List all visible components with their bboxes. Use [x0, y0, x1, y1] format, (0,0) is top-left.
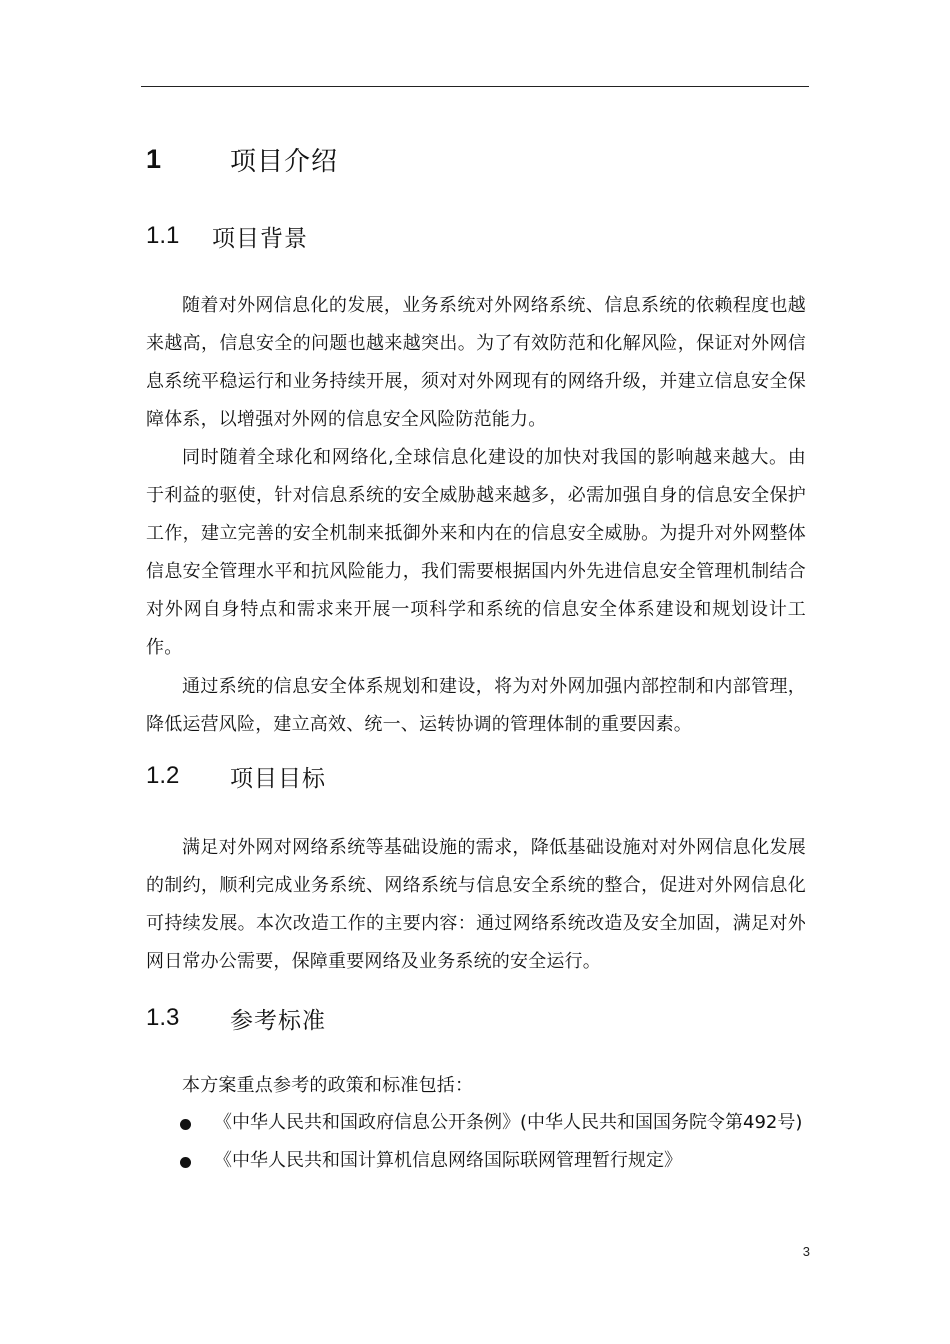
goals-paragraph: 满足对外网对网络系统等基础设施的需求，降低基础设施对对外网信息化发展的制约，顺利完成业务系统、网络系统与信息安全系统的整合，促进对外网信息化可持续发展。本次改造工作的主要内容：通过网络系统改造及安全加固，满足对外网日常办公需要，保障重要网络及业务系统的安全运行。 — [146, 837, 806, 972]
standards-item-text: 《中华人民共和国政府信息公开条例》(中华人民共和国国务院令第492号) — [214, 1112, 803, 1133]
bullet-icon — [180, 1157, 191, 1168]
section-1-2-title: 项目目标 — [230, 765, 326, 792]
section-1-2-heading — [146, 758, 326, 794]
section-1-3-heading — [146, 1000, 326, 1036]
background-paragraph-3: 通过系统的信息安全体系规划和建设，将为对外网加强内部控制和内部管理，降低运营风险，建立高效、统一、运转协调的管理体制的重要因素。 — [146, 676, 806, 735]
section-1-title: 项目介绍 — [230, 146, 339, 177]
background-paragraph-2: 同时随着全球化和网络化,全球信息化建设的加快对我国的影响越来越大。由于利益的驱使，针对信息系统的安全威胁越来越多，必需加强自身的信息安全保护工作，建立完善的安全机制来抵御外来和内在的信息安全威胁。为提升对外网整体信息安全管理水平和抗风险能力，我们需要根据国内外先进信息安全管理机制结合对外网自身特点和需求来开展一项科学和系统的信息安全体系建设和规划设计工作。 — [146, 447, 806, 658]
standards-item-text: 《中华人民共和国计算机信息网络国际联网管理暂行规定》 — [214, 1150, 682, 1171]
section-1-1-title: 项目背景 — [212, 225, 308, 252]
standards-list-item — [146, 1104, 806, 1142]
section-1-heading — [146, 137, 338, 181]
section-1-2-number: 1.2 — [146, 762, 180, 789]
header-rule — [141, 86, 809, 87]
section-1-3-title: 参考标准 — [230, 1007, 326, 1034]
background-paragraph-1: 随着对外网信息化的发展，业务系统对外网络系统、信息系统的依赖程度也越来越高，信息安全的问题也越来越突出。为了有效防范和化解风险，保证对外网信息系统平稳运行和业务持续开展，须对对外网现有的网络升级，并建立信息安全保障体系，以增强对外网的信息安全风险防范能力。 — [146, 295, 806, 430]
page-number: 3 — [802, 1244, 810, 1259]
standards-list-item — [146, 1142, 806, 1180]
section-1-1-heading — [146, 218, 308, 254]
section-1-3-number: 1.3 — [146, 1004, 180, 1031]
bullet-icon — [180, 1119, 191, 1130]
section-1-number: 1 — [146, 143, 162, 174]
section-1-1-number: 1.1 — [146, 222, 180, 249]
standards-intro: 本方案重点参考的政策和标准包括： — [182, 1075, 474, 1096]
standards-list — [146, 1104, 806, 1180]
